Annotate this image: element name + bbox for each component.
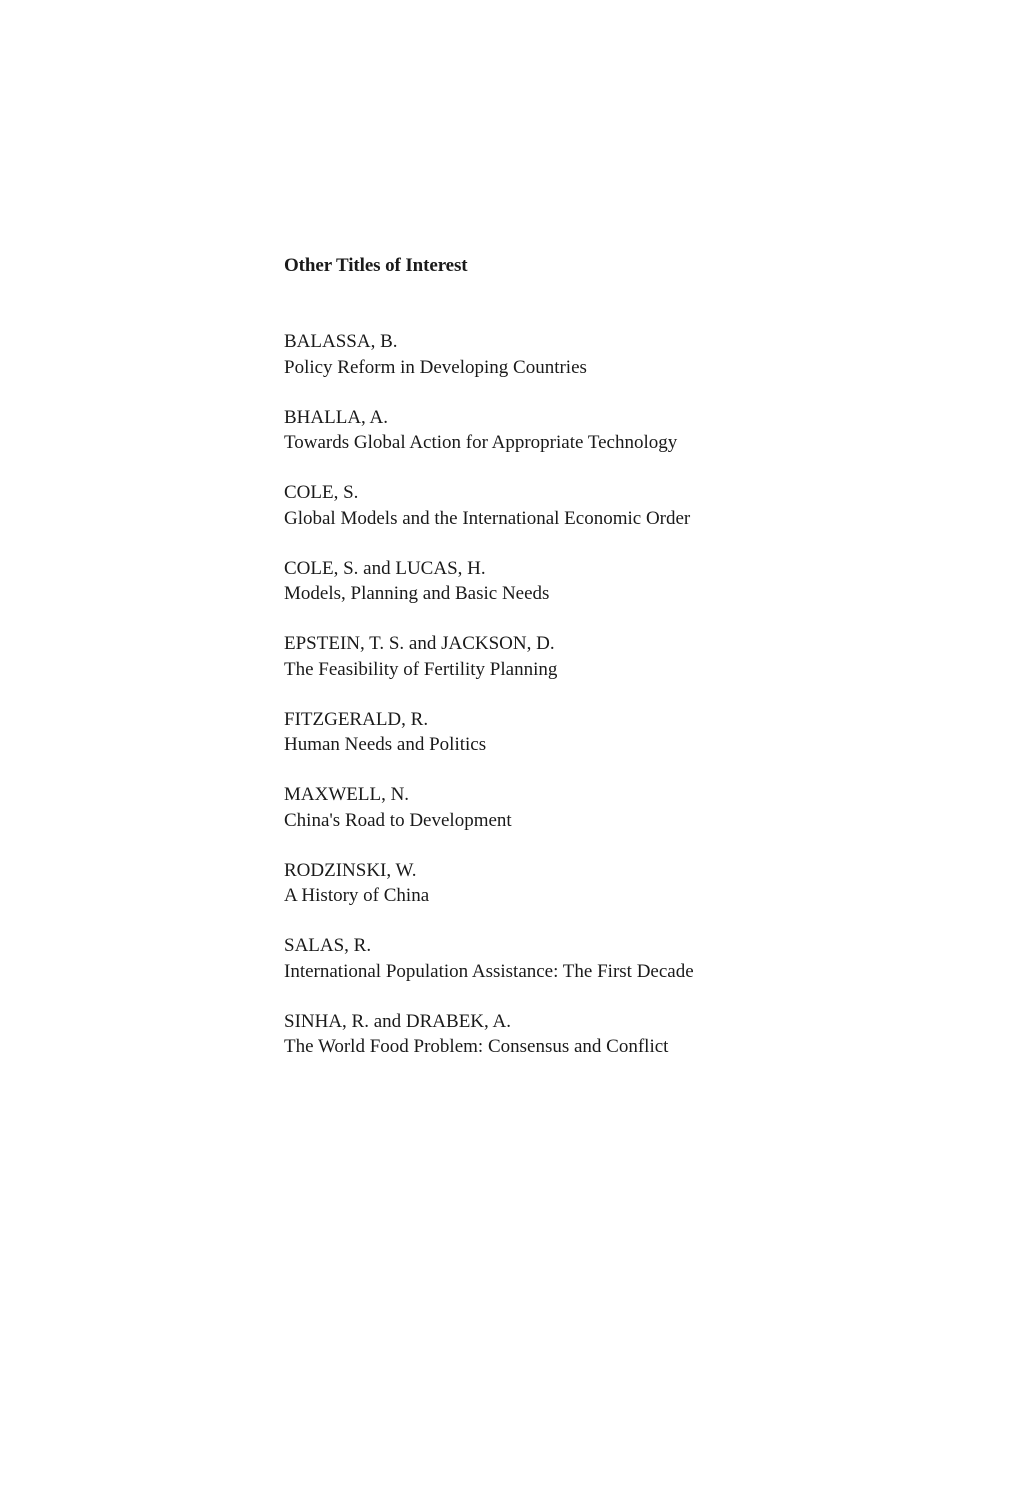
entry-author: RODZINSKI, W.	[284, 859, 417, 881]
entry-author: EPSTEIN, T. S. and JACKSON, D.	[284, 633, 555, 654]
title-list	[284, 329, 984, 1084]
entry-author: MAXWELL, N.	[284, 784, 410, 805]
entry-title: China's Road to Development	[284, 809, 512, 831]
entry-title: The Feasibility of Fertility Planning	[284, 658, 558, 680]
entry-author: COLE, S. and LUCAS, H.	[284, 557, 486, 579]
entry-author: SINHA, R. and DRABEK, A.	[284, 1010, 511, 1032]
list-item	[284, 329, 984, 405]
list-item	[284, 858, 984, 934]
entry-title: A History of China	[284, 885, 430, 906]
entry-author: BALASSA, B.	[284, 331, 398, 352]
entry-title: Human Needs and Politics	[284, 734, 487, 755]
entry-title: International Population Assistance: The First Decade	[284, 960, 694, 982]
list-item	[284, 631, 984, 707]
list-item	[284, 480, 984, 556]
list-item	[284, 707, 984, 783]
list-item	[284, 782, 984, 858]
entry-author: FITZGERALD, R.	[284, 708, 429, 730]
list-item	[284, 556, 984, 632]
entry-title: The World Food Problem: Consensus and Conflict	[284, 1036, 669, 1057]
entry-title: Towards Global Action for Appropriate Technology	[284, 432, 678, 453]
entry-author: BHALLA, A.	[284, 406, 388, 428]
entry-author: COLE, S.	[284, 482, 359, 503]
entry-title: Models, Planning and Basic Needs	[284, 583, 550, 604]
entry-title: Policy Reform in Developing Countries	[284, 356, 587, 378]
entry-title: Global Models and the International Economic Order	[284, 507, 691, 529]
list-item	[284, 1009, 984, 1085]
list-item	[284, 405, 984, 481]
entry-author: SALAS, R.	[284, 935, 372, 956]
page-heading: Other Titles of Interest	[284, 255, 468, 276]
list-item	[284, 933, 984, 1009]
